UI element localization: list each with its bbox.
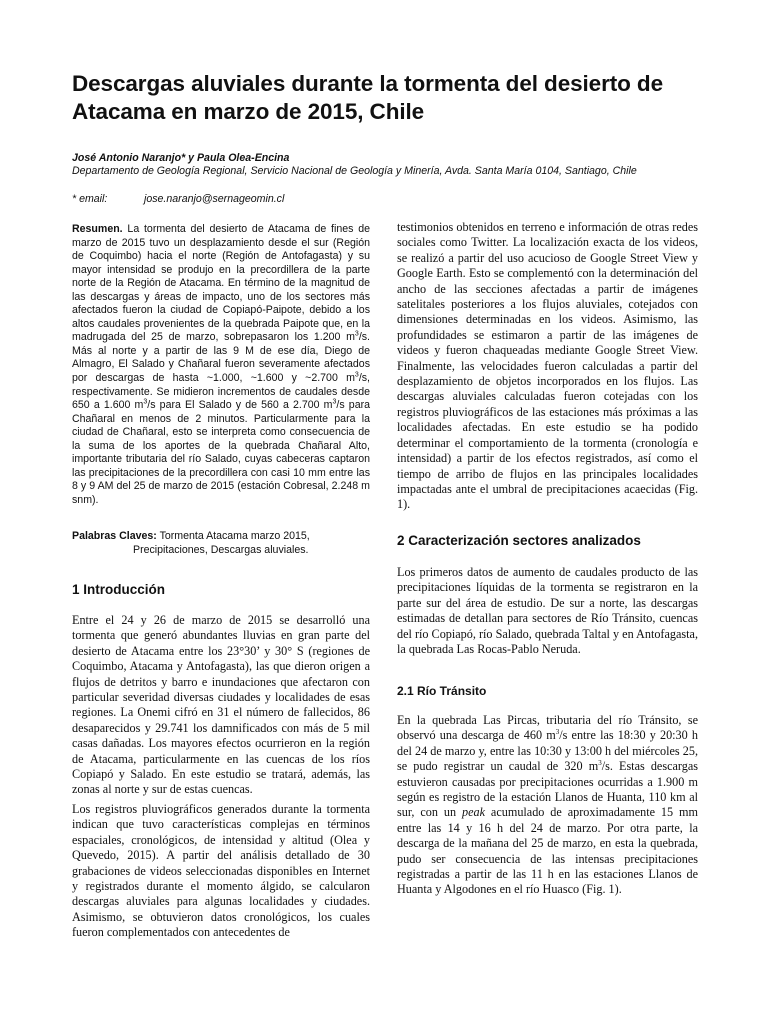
author-affiliation: Departamento de Geología Regional, Servicio Nacional de Geología y Minería, Avda. Santa María 0104, Santiago, Chile [72,165,637,177]
email-label: * email: [72,193,108,205]
keywords-text-a: Tormenta Atacama marzo 2015, [159,530,310,542]
author-names: José Antonio Naranjo* y Paula Olea-Encina [72,152,290,164]
abstract [72,223,370,507]
right-column-paragraph: testimonios obtenidos en terreno e información de otras redes sociales como Twitter. La localización exacta de los videos, se realizó a partir del uso acucioso de Google Street View y Google Earth. Esto se complementó con la determinación del ancho de las secciones afectadas a partir de imágenes satelitales posteriores a los flujos aluviales, cotejados con dimensiones determinadas en los videos. Asimismo, las profundidades se estimaron a partir de las imágenes de videos y fueron chaqueadas mediante Google Street View. Finalmente, las velocidades fueron calculadas a partir del desplazamiento de objetos incorporados en los flujos. Las descargas aluviales calculadas fueron cotejadas con los registros pluviográficos de las estaciones más próximas a las localidades afectadas. En este estudio se ha podido determinar el comportamiento de la tormenta (cronología e intensidad) a partir de los efectos registrados, así como el tiempo de arribo de flujos en las principales localidades impactadas ante el umbral de precipitaciones acaecidas (Fig. 1). [397,220,698,512]
abstract-text: La tormenta del desierto de Atacama de fines de marzo de 2015 tuvo un desplazamiento desde el sur (Región de Coquimbo) hacia el norte (Región de Antofagasta) y su mayor intensidad se produjo en la precordillera de la parte norte de la Región de Atacama. En término de la magnitud de las descargas y áreas de impacto, uno de los sectores más afectados fueron la ciudad de Copiapó-Paipote, debido a los altos caudales provenientes de la quebrada Paipote que, en la madrugada del 25 de marzo, sobrepasaron los 1.200 $m^3/s$. Más al norte y a partir de las 9 M de ese día, Diego de Almagro, El Salado y Chañaral fueron severamente afectados por descargas de hasta ~1.000, ~1.600 y ~2.700 $m^3/s$, respectivamente. Se midieron incrementos de caudales desde 650 a 1.600 $m^3/s$ para El Salado y de 560 a 2.700 $m^3/s$ para Chañaral en menos de 2 minutos. Particularmente para la ciudad de Chañaral, esto se interpreta como consecuencia de la suma de los aportes de la quebrada Chañaral Alto, importante tributaria del río Salado, cuyas cabeceras captaron las precipitaciones de la precordillera con casi 10 mm entre las 8 y 9 AM del 25 de marzo de 2015 (estación Cobresal, 2.248 m snm). [72,223,371,506]
author-block [72,152,702,178]
email-line [72,193,572,206]
intro-paragraph-2: Los registros pluviográficos generados durante la tormenta indican que tuvo características complejas en términos espaciales, cronológicos, de intensidad y altitud (Olea y Quevedo, 2015). A partir del análisis detallado de 30 grabaciones de videos seleccionadas disponibles en Internet y registrados durante el momento álgido, se calcularon descargas aluviales para algunas localidades y ciudades. Asimismo, se obtuvieron datos cronológicos, los cuales fueron complementados con antecedentes de [72,802,370,940]
section2-paragraph: Los primeros datos de aumento de caudales producto de las precipitaciones líquidas de la tormenta se registraron en la parte sur del área de estudio. De sur a norte, las descargas estimadas de detallan para sectores de Río Tránsito, cuencas del río Copiapó, río Salado, quebrada Taltal y en Antofagasta, la quebrada Las Rocas-Pablo Neruda. [397,565,698,657]
keywords-label: Palabras Claves: [72,530,157,542]
peak-term: peak [461,805,485,820]
intro-paragraph-1: Entre el 24 y 26 de marzo de 2015 se desarrolló una tormenta que generó abundantes lluvias en gran parte del desierto de Atacama entre los 23°30’ y 30° S (regiones de Coquimbo, Atacama y Antofagasta), las que dieron origen a flujos de detritos y barro e inundaciones que afectaron con particular severidad diversas ciudades y localidades de esas regiones. La Onemi cifró en 31 el número de fallecidos, 86 desaparecidos y 29.741 los damnificados con más de 5 mil casas dañadas. Los mayores efectos ocurrieron en la región de Atacama, particularmente en las cuencas de los ríos Copiapó y Salado. En este estudio se tratará, además, las zonas al norte y sur de estas cuencas. [72,613,370,797]
subsection-heading-rio-transito: 2.1 Río Tránsito [397,684,487,698]
abstract-label: Resumen. [72,223,123,235]
keywords-text-b: Precipitaciones, Descargas aluviales. [133,543,309,556]
email-address: jose.naranjo@sernageomin.cl [144,193,285,205]
section-heading-introduccion: 1 Introducción [72,582,166,597]
paper-title: Descargas aluviales durante la tormenta del desierto de Atacama en marzo de 2015, Chile [72,71,663,124]
section-heading-caracterizacion: 2 Caracterización sectores analizados [397,533,641,548]
subsection-paragraph-rio-transito: En la quebrada Las Pircas, tributaria del río Tránsito, se observó una descarga de 460 $m^3/s$ entre las 18:30 y 20:30 h del 24 de marzo y, entre las 10:30 y 13:00 h del miércoles 25, se pudo registrar un caudal de 320 $m^3/s$. Estas descargas estuvieron causadas por precipitaciones ocurridas a 1.900 m según es registro de la estación Llanos de Huanta, 110 km al sur, con un peak acumulado de aproximadamente 15 mm entre las 14 y 16 h del 24 de marzo. Por otra parte, la descarga de la mañana del 25 de marzo, en esta la quebrada, pudo ser consecuencia de las intensas precipitaciones registradas a partir de las 11 h en las estaciones Llanos de Huanta y Algodones en el río Huasco (Fig. 1). [397,713,699,897]
keywords [72,530,370,557]
